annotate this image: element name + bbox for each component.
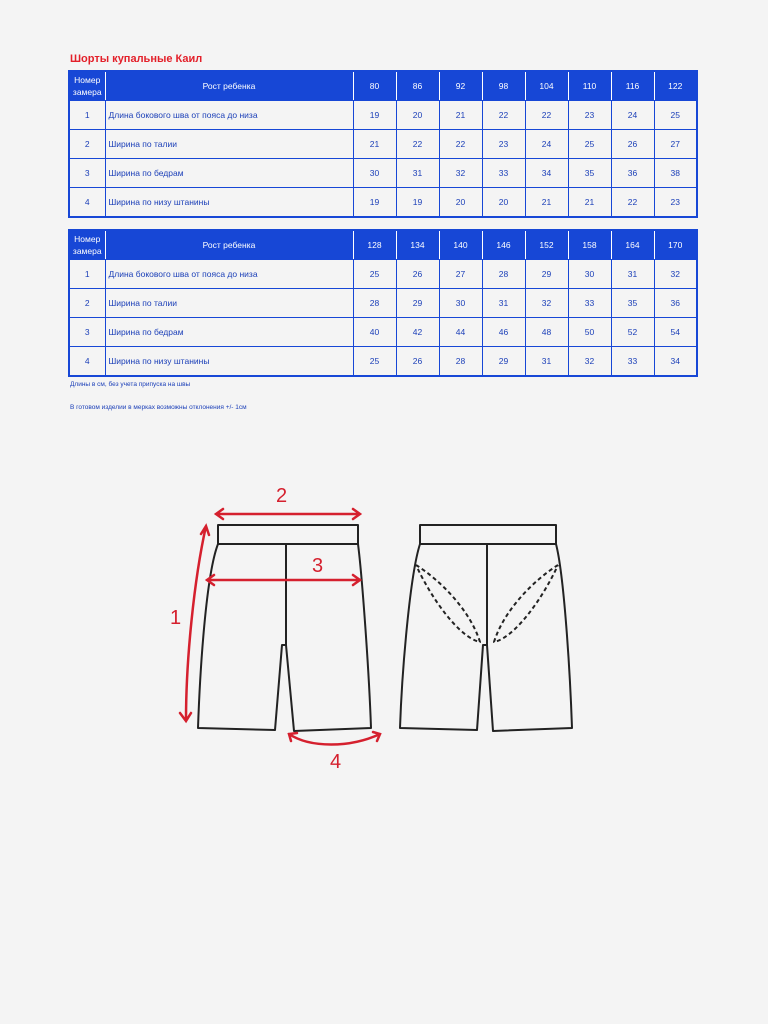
cell-value: 32 bbox=[525, 289, 568, 318]
cell-value: 28 bbox=[439, 347, 482, 377]
note-tolerance: В готовом изделии в мерках возможны отклонения +/- 1см bbox=[70, 404, 247, 411]
label-3: 3 bbox=[312, 555, 324, 577]
cell-value: 36 bbox=[611, 159, 654, 188]
cell-value: 19 bbox=[396, 188, 439, 218]
cell-value: 38 bbox=[654, 159, 697, 188]
cell-value: 27 bbox=[439, 260, 482, 289]
cell-value: 46 bbox=[482, 318, 525, 347]
cell-value: 34 bbox=[525, 159, 568, 188]
cell-value: 33 bbox=[482, 159, 525, 188]
table-row bbox=[69, 101, 697, 130]
cell-value: 29 bbox=[525, 260, 568, 289]
cell-value: 29 bbox=[396, 289, 439, 318]
row-param: Длина бокового шва от пояса до низа bbox=[105, 260, 353, 289]
cell-value: 40 bbox=[353, 318, 396, 347]
cell-value: 26 bbox=[611, 130, 654, 159]
cell-value: 31 bbox=[611, 260, 654, 289]
cell-value: 50 bbox=[568, 318, 611, 347]
cell-value: 26 bbox=[396, 347, 439, 377]
cell-value: 26 bbox=[396, 260, 439, 289]
back-pocket-right bbox=[494, 565, 558, 642]
header-size: 80 bbox=[353, 71, 396, 101]
cell-value: 33 bbox=[568, 289, 611, 318]
header-size: 122 bbox=[654, 71, 697, 101]
front-shorts-outline bbox=[198, 544, 371, 731]
cell-value: 30 bbox=[439, 289, 482, 318]
header-num: Номер замера bbox=[69, 71, 105, 101]
header-size: 86 bbox=[396, 71, 439, 101]
cell-value: 22 bbox=[525, 101, 568, 130]
cell-value: 22 bbox=[611, 188, 654, 218]
cell-value: 24 bbox=[611, 101, 654, 130]
cell-value: 21 bbox=[568, 188, 611, 218]
table-row bbox=[69, 347, 697, 377]
header-size: 110 bbox=[568, 71, 611, 101]
row-param: Ширина по низу штанины bbox=[105, 347, 353, 377]
header-param: Рост ребенка bbox=[105, 230, 353, 260]
header-param: Рост ребенка bbox=[105, 71, 353, 101]
cell-value: 42 bbox=[396, 318, 439, 347]
cell-value: 31 bbox=[396, 159, 439, 188]
cell-value: 25 bbox=[353, 260, 396, 289]
row-num: 2 bbox=[69, 289, 105, 318]
table-row bbox=[69, 159, 697, 188]
cell-value: 34 bbox=[654, 347, 697, 377]
row-param: Длина бокового шва от пояса до низа bbox=[105, 101, 353, 130]
cell-value: 22 bbox=[396, 130, 439, 159]
cell-value: 20 bbox=[396, 101, 439, 130]
header-size: 104 bbox=[525, 71, 568, 101]
cell-value: 44 bbox=[439, 318, 482, 347]
arrow-waist-width bbox=[216, 509, 360, 519]
cell-value: 48 bbox=[525, 318, 568, 347]
table-row bbox=[69, 318, 697, 347]
table-row bbox=[69, 289, 697, 318]
header-size: 140 bbox=[439, 230, 482, 260]
cell-value: 21 bbox=[525, 188, 568, 218]
table-header-row bbox=[69, 71, 697, 101]
cell-value: 35 bbox=[568, 159, 611, 188]
cell-value: 32 bbox=[439, 159, 482, 188]
back-waistband bbox=[420, 525, 556, 544]
shorts-front-illustration bbox=[198, 525, 371, 731]
header-size: 158 bbox=[568, 230, 611, 260]
cell-value: 32 bbox=[568, 347, 611, 377]
header-size: 128 bbox=[353, 230, 396, 260]
cell-value: 29 bbox=[482, 347, 525, 377]
cell-value: 28 bbox=[353, 289, 396, 318]
label-4: 4 bbox=[330, 751, 342, 773]
cell-value: 20 bbox=[482, 188, 525, 218]
cell-value: 25 bbox=[353, 347, 396, 377]
note-seam-allowance: Длины в см, без учета припуска на швы bbox=[70, 381, 191, 388]
cell-value: 30 bbox=[568, 260, 611, 289]
table-row bbox=[69, 130, 697, 159]
header-size: 98 bbox=[482, 71, 525, 101]
cell-value: 31 bbox=[525, 347, 568, 377]
cell-value: 33 bbox=[611, 347, 654, 377]
back-pocket-left bbox=[416, 565, 480, 642]
cell-value: 23 bbox=[568, 101, 611, 130]
cell-value: 30 bbox=[353, 159, 396, 188]
row-num: 3 bbox=[69, 159, 105, 188]
row-param: Ширина по талии bbox=[105, 289, 353, 318]
row-num: 4 bbox=[69, 347, 105, 377]
cell-value: 25 bbox=[654, 101, 697, 130]
page-title: Шорты купальные Каил bbox=[70, 53, 203, 65]
row-num: 4 bbox=[69, 188, 105, 218]
row-num: 1 bbox=[69, 101, 105, 130]
arrow-hip-width bbox=[207, 575, 360, 585]
shorts-measurement-diagram bbox=[160, 470, 600, 780]
size-table-1 bbox=[68, 70, 698, 218]
cell-value: 22 bbox=[439, 130, 482, 159]
cell-value: 31 bbox=[482, 289, 525, 318]
header-size: 134 bbox=[396, 230, 439, 260]
row-param: Ширина по низу штанины bbox=[105, 188, 353, 218]
cell-value: 19 bbox=[353, 188, 396, 218]
table-header-row bbox=[69, 230, 697, 260]
header-size: 170 bbox=[654, 230, 697, 260]
front-waistband bbox=[218, 525, 358, 544]
shorts-back-illustration bbox=[400, 525, 572, 731]
cell-value: 19 bbox=[353, 101, 396, 130]
cell-value: 54 bbox=[654, 318, 697, 347]
cell-value: 20 bbox=[439, 188, 482, 218]
arrow-leg-opening bbox=[289, 732, 380, 745]
cell-value: 23 bbox=[654, 188, 697, 218]
row-param: Ширина по талии bbox=[105, 130, 353, 159]
row-param: Ширина по бедрам bbox=[105, 318, 353, 347]
cell-value: 28 bbox=[482, 260, 525, 289]
cell-value: 52 bbox=[611, 318, 654, 347]
table-row bbox=[69, 188, 697, 218]
cell-value: 21 bbox=[353, 130, 396, 159]
size-table-2 bbox=[68, 229, 698, 377]
header-size: 116 bbox=[611, 71, 654, 101]
cell-value: 36 bbox=[654, 289, 697, 318]
header-size: 92 bbox=[439, 71, 482, 101]
row-param: Ширина по бедрам bbox=[105, 159, 353, 188]
label-1: 1 bbox=[170, 607, 182, 629]
header-size: 152 bbox=[525, 230, 568, 260]
cell-value: 21 bbox=[439, 101, 482, 130]
row-num: 1 bbox=[69, 260, 105, 289]
cell-value: 24 bbox=[525, 130, 568, 159]
row-num: 3 bbox=[69, 318, 105, 347]
header-size: 146 bbox=[482, 230, 525, 260]
cell-value: 32 bbox=[654, 260, 697, 289]
label-2: 2 bbox=[276, 485, 288, 507]
cell-value: 23 bbox=[482, 130, 525, 159]
table-row bbox=[69, 260, 697, 289]
cell-value: 25 bbox=[568, 130, 611, 159]
cell-value: 22 bbox=[482, 101, 525, 130]
row-num: 2 bbox=[69, 130, 105, 159]
header-num: Номер замера bbox=[69, 230, 105, 260]
header-size: 164 bbox=[611, 230, 654, 260]
cell-value: 27 bbox=[654, 130, 697, 159]
cell-value: 35 bbox=[611, 289, 654, 318]
